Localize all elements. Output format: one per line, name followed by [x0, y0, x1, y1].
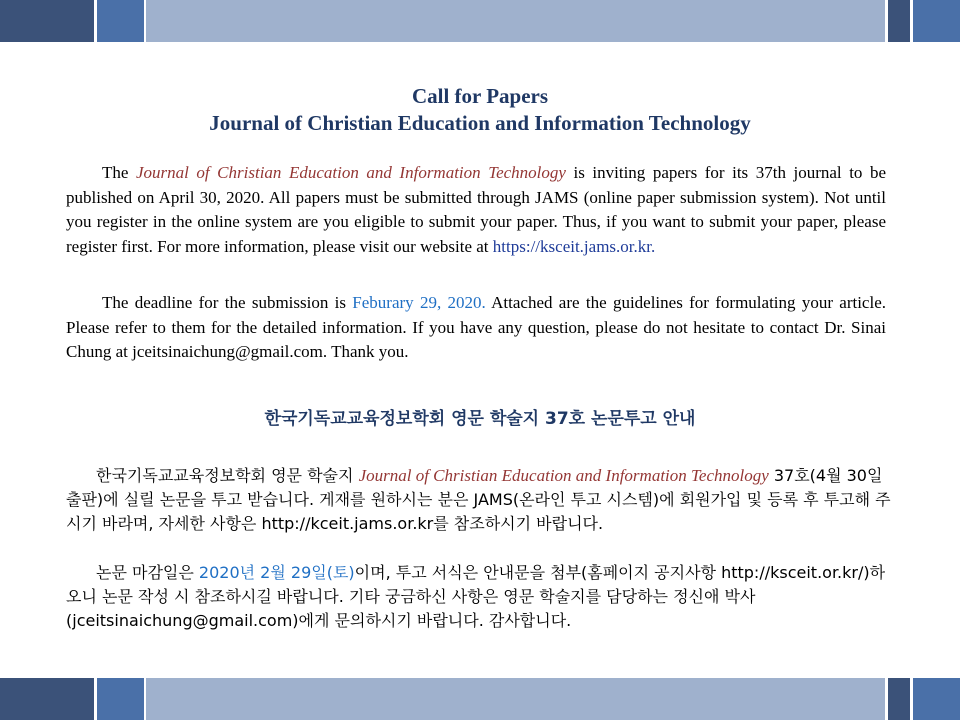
band-block-mid [97, 0, 144, 42]
korean-p2-body: 이며, 투고 서식은 안내문을 첨부(홈페이지 공지사항 http://ksceit.or.kr/)하오니 논문 작성 시 참조하시길 바랍니다. 기타 궁금하신 사항은 영문 학술지를 담당하는 정신애 박사(jceitsinaichung@gmail.com)에게 문의하시기 바랍니다. 감사합니다. [66, 563, 886, 630]
band-block-dark-right [888, 0, 910, 42]
english-paragraph-1 [66, 161, 886, 259]
korean-paragraph-1 [66, 464, 896, 536]
website-link[interactable]: https://ksceit.jams.or.kr. [492, 236, 656, 256]
korean-heading: 한국기독교교육정보학회 영문 학술지 37호 논문투고 안내 [264, 409, 696, 429]
english-paragraph-2 [66, 291, 886, 365]
band-block-dark [0, 0, 94, 42]
title-journal-name: Journal of Christian Education and Information Technology [209, 111, 751, 135]
korean-p1-lead: 한국기독교교육정보학회 영문 학술지 [96, 466, 359, 485]
english-p2-lead: The deadline for the submission is [102, 293, 353, 312]
top-decorative-band [0, 0, 960, 42]
korean-p2-lead: 논문 마감일은 [96, 563, 199, 582]
english-p2-body: Attached are the guidelines for formulating your article. Please refer to them for the detailed information. If you have any question, please do not hesitate to contact Dr. Sinai Chung at jceitsinaichung@gmail.com. Thank you. [66, 293, 886, 361]
english-deadline-date: Feburary 29, 2020. [352, 293, 486, 312]
korean-p1-journal: Journal of Christian Education and Information Technology [358, 466, 769, 485]
english-p1-body: is inviting papers for its 37th journal to be published on April 30, 2020. All papers must be submitted through JAMS (online paper submission system). Not until you register in the online system are you eligible to submit your paper. Thus, if you want to submit your paper, please register first. For more information, please visit our website at [66, 163, 887, 256]
band-block-mid-right [913, 678, 960, 720]
band-block-mid [97, 678, 144, 720]
korean-paragraph-2 [66, 561, 896, 633]
title-call-for-papers: Call for Papers [411, 84, 549, 108]
band-block-light [146, 678, 885, 720]
english-p1-lead: The [102, 163, 136, 182]
english-p1-journal: Journal of Christian Education and Information Technology [135, 163, 566, 182]
band-block-dark-right [888, 678, 910, 720]
korean-p1-body: 37호(4월 30일 출판)에 실릴 논문을 투고 받습니다. 게재를 원하시는 분은 JAMS(온라인 투고 시스템)에 회원가입 및 등록 후 투고해 주시기 바라며, 자세한 사항은 http://kceit.jams.or.kr를 참조하시기 바랍니다. [66, 466, 891, 533]
band-block-mid-right [913, 0, 960, 42]
band-block-light [146, 0, 885, 42]
korean-deadline-date: 2020년 2월 29일(토) [198, 563, 355, 582]
band-block-dark [0, 678, 94, 720]
bottom-decorative-band [0, 678, 960, 720]
